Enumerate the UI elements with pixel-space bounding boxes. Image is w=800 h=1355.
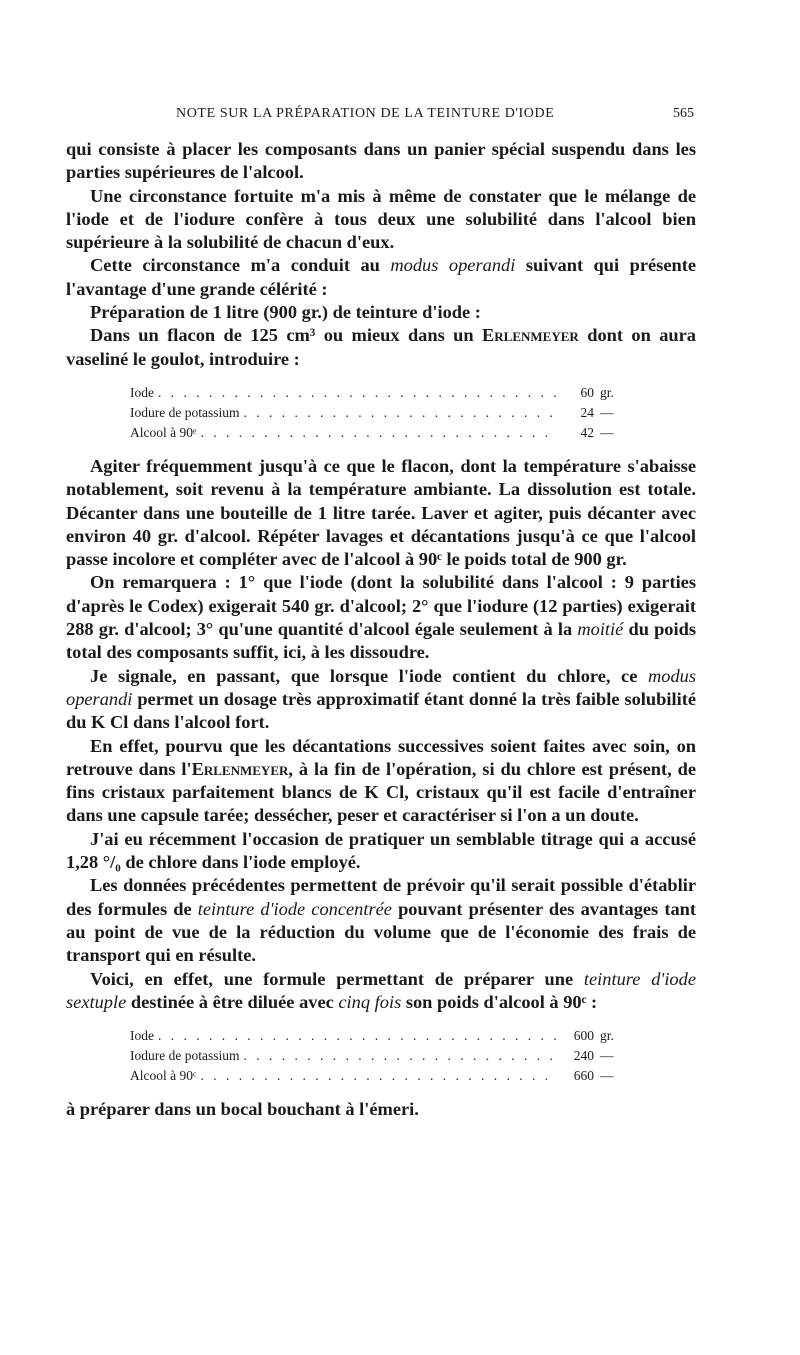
- paragraph: [66, 571, 696, 664]
- text-run: Les données précédentes permettent de prévoir qu'il serait possible d'établir des formules de: [66, 875, 696, 919]
- ingredient-unit: —: [600, 1048, 614, 1064]
- text-run: dont on aura vaseliné le goulot, introduire :: [66, 325, 696, 369]
- text-run: En effet, pourvu que les décantations successives soient faites avec soin, on retrouve dans l': [66, 735, 696, 779]
- ingredient-unit: —: [600, 1068, 614, 1084]
- formula-table-1: [130, 383, 638, 443]
- paragraph: [66, 968, 696, 1015]
- ingredient-label: Iodure de potassium: [130, 404, 240, 420]
- leader-dots: [158, 1026, 558, 1046]
- ingredient-qty: 600: [573, 1028, 594, 1044]
- italic-term: teinture d'iode concentrée: [197, 898, 392, 919]
- ingredient-label: Alcool à 90ᶜ: [130, 1068, 197, 1084]
- ingredient-unit: gr.: [600, 1028, 614, 1044]
- leader-dots: [200, 1066, 558, 1086]
- text-run: Je signale, en passant, que lorsque l'iode contient du chlore, ce: [90, 665, 648, 686]
- page-number: 565: [673, 106, 694, 121]
- ingredient-label: Iodure de potassium: [130, 1048, 240, 1064]
- italic-term: teinture d'iode sextuple: [66, 968, 696, 1012]
- smallcaps-term: Erlenmeyer: [482, 325, 579, 346]
- formula-row: [130, 383, 638, 403]
- italic-term: moitié: [577, 619, 624, 640]
- ingredient-qty: 60: [580, 384, 594, 400]
- italic-term: cinq fois: [338, 991, 402, 1012]
- paragraph: [66, 735, 696, 828]
- text-run: Dans un flacon de 125 cm³ ou mieux dans un: [90, 325, 483, 346]
- text-run: son poids d'alcool à 90ᶜ :: [401, 991, 598, 1012]
- paragraph: qui consiste à placer les composants dans un panier spécial suspendu dans les parties supérieures de l'alcool.: [66, 139, 696, 183]
- text-run: suivant qui présente l'avantage d'une grande célérité :: [66, 255, 697, 299]
- paragraph: Agiter fréquemment jusqu'à ce que le flacon, dont la température s'abaisse notablement, soit revenu à la température ambiante. La dissolution est totale. Décanter dans une bouteille de 1 litre tarée. Laver et agiter, puis décanter avec environ 40 gr. d'alcool. Répéter lavages et décantations jusqu'à ce que l'alcool passe incolore et compléter avec de l'alcool à 90ᶜ le poids total de 900 gr.: [66, 455, 696, 570]
- leader-dots: [243, 403, 558, 423]
- formula-row: [130, 403, 638, 423]
- formula-row: [130, 1046, 638, 1066]
- leader-dots: [200, 423, 558, 443]
- ingredient-unit: —: [600, 424, 614, 440]
- text-run: , à la fin de l'opération, si du chlore est présent, de fins cristaux parfaitement blancs de K Cl, cristaux qu'il est facile d'entraîner dans une capsule tarée; dessécher, peser et caractériser si l'on a un doute.: [66, 758, 696, 826]
- italic-term: modus operandi: [66, 665, 696, 709]
- ingredient-label: Alcool à 90ᵉ: [130, 424, 197, 440]
- paragraph: J'ai eu récemment l'occasion de pratiquer un semblable titrage qui a accusé 1,28 °/₀ de chlore dans l'iode employé.: [66, 828, 696, 873]
- ingredient-qty: 660: [573, 1068, 594, 1084]
- italic-term: modus operandi: [390, 255, 516, 276]
- formula-row: [130, 1026, 638, 1046]
- formula-row: [130, 423, 638, 443]
- ingredient-qty: 42: [580, 424, 594, 440]
- text-run: Cette circonstance m'a conduit au: [90, 255, 391, 276]
- text-run: du poids total des composants suffit, ici, à les dissoudre.: [66, 619, 696, 663]
- paragraph: Préparation de 1 litre (900 gr.) de teinture d'iode :: [90, 302, 481, 323]
- paragraph: [66, 665, 696, 735]
- text-run: On remarquera : 1° que l'iode (dont la solubilité dans l'alcool : 9 parties d'après le Codex) exigerait 540 gr. d'alcool; 2° que l'iodure (12 parties) exigerait 288 gr. d'alcool; 3° qu'une quantité d'alcool égale seulement à la: [66, 572, 696, 640]
- text-run: pouvant présenter des avantages tant au point de vue de la réduction du volume que de l'économie des frais de transport qui en résulte.: [66, 898, 696, 966]
- formula-table-2: [130, 1026, 638, 1086]
- article-body: [66, 138, 696, 1121]
- paragraph: [66, 254, 696, 301]
- paragraph: [66, 324, 696, 371]
- leader-dots: [158, 383, 558, 403]
- closing-line: à préparer dans un bocal bouchant à l'émeri.: [66, 1099, 419, 1120]
- page-header: [66, 106, 694, 126]
- text-run: permet un dosage très approximatif étant donné la très faible solubilité du K Cl dans l'alcool fort.: [66, 688, 696, 733]
- smallcaps-term: Erlenmeyer: [191, 758, 289, 779]
- ingredient-qty: 240: [573, 1048, 594, 1064]
- paragraph: Une circonstance fortuite m'a mis à même de constater que le mélange de l'iode et de l'iodure confère à tous deux une solubilité dans l'alcool bien supérieure à la solubilité de chacun d'eux.: [66, 185, 696, 253]
- ingredient-label: Iode: [130, 1028, 154, 1044]
- text-run: destinée à être diluée avec: [126, 991, 339, 1012]
- text-run: Voici, en effet, une formule permettant de préparer une: [90, 968, 584, 989]
- ingredient-qty: 24: [580, 404, 594, 420]
- formula-row: [130, 1066, 638, 1086]
- ingredient-label: Iode: [130, 384, 154, 400]
- leader-dots: [243, 1046, 558, 1066]
- ingredient-unit: —: [600, 404, 614, 420]
- running-title: NOTE SUR LA PRÉPARATION DE LA TEINTURE D'IODE: [176, 106, 555, 121]
- ingredient-unit: gr.: [600, 384, 614, 400]
- paragraph: [66, 874, 696, 967]
